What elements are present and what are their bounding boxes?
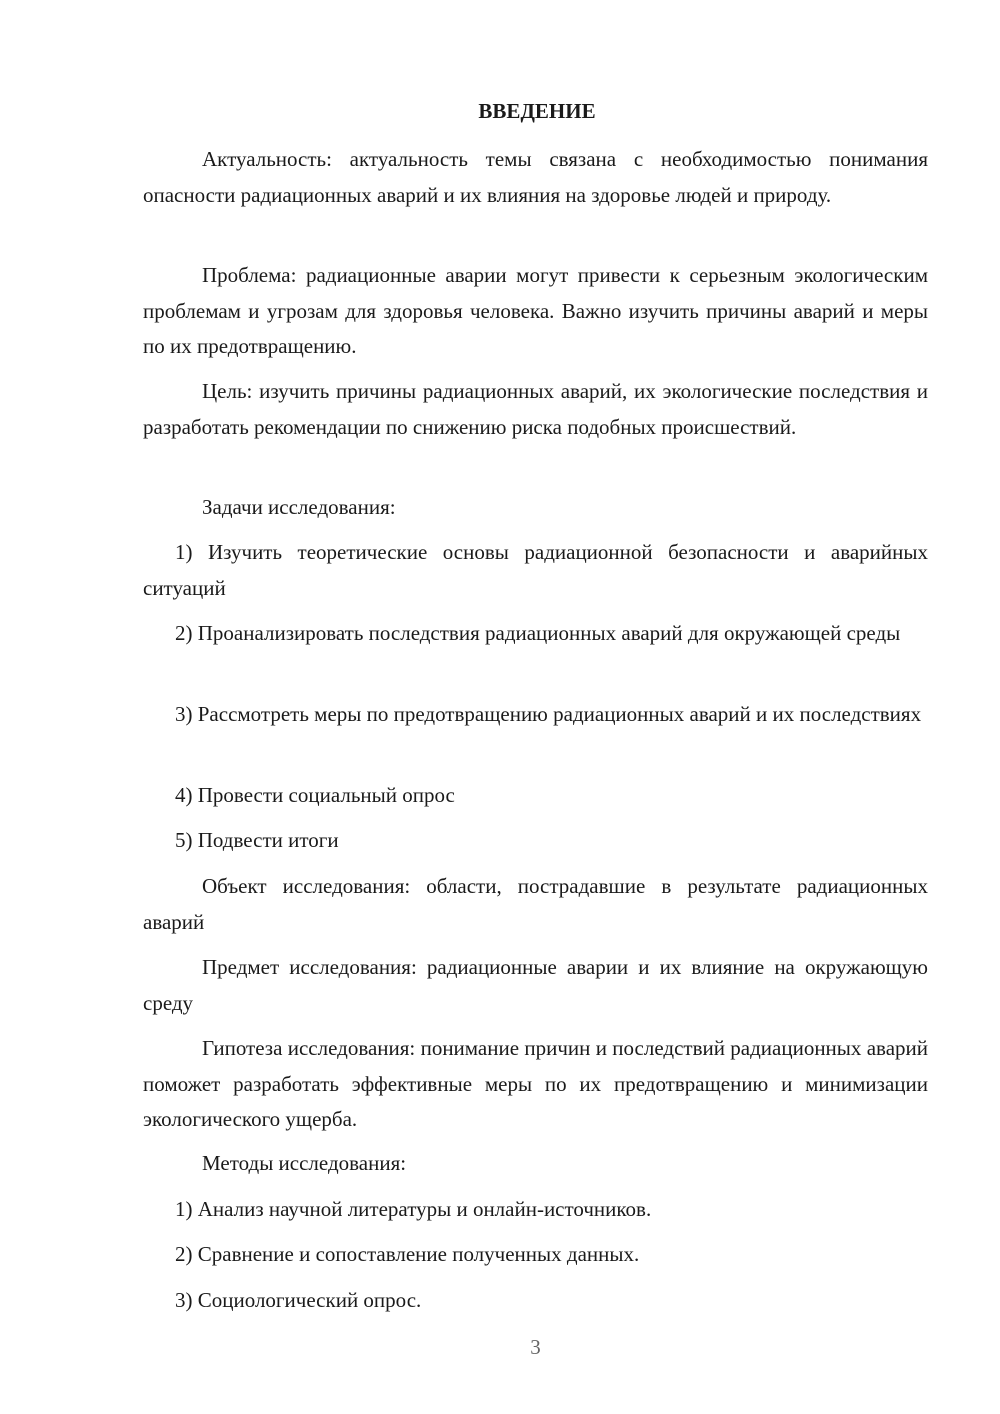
task-item: 5) Подвести итоги: [175, 828, 339, 852]
task-item: 1) Изучить теоретические основы радиационной безопасности и аварийных ситуаций: [143, 540, 928, 600]
task-item: 3) Рассмотреть меры по предотвращению радиационных аварий и их последствиях: [175, 702, 922, 726]
page-number: 3: [530, 1335, 541, 1359]
paragraph-goal: Цель: изучить причины радиационных аварий, их экологические последствия и разработать рекомендации по снижению риска подобных происшествий.: [143, 379, 928, 439]
page-title: ВВЕДЕНИЕ: [478, 99, 596, 123]
task-item: 4) Провести социальный опрос: [175, 783, 455, 807]
task-item: 2) Проанализировать последствия радиационных аварий для окружающей среды: [175, 621, 901, 645]
tasks-heading: Задачи исследования:: [202, 495, 396, 519]
paragraph-subject: Предмет исследования: радиационные аварии и их влияние на окружающую среду: [143, 955, 928, 1015]
method-item: 2) Сравнение и сопоставление полученных данных.: [175, 1242, 640, 1266]
document-page: [143, 0, 928, 1414]
paragraph-object: Объект исследования: области, пострадавшие в результате радиационных аварий: [143, 874, 928, 934]
method-item: 1) Анализ научной литературы и онлайн-источников.: [175, 1197, 652, 1221]
paragraph-problem: Проблема: радиационные аварии могут привести к серьезным экологическим проблемам и угрозам для здоровья человека. Важно изучить причины аварий и меры по их предотвращению.: [143, 263, 928, 358]
paragraph-hypothesis: Гипотеза исследования: понимание причин и последствий радиационных аварий поможет разработать эффективные меры по их предотвращению и минимизации экологического ущерба.: [143, 1036, 928, 1131]
method-item: 3) Социологический опрос.: [175, 1288, 422, 1312]
methods-heading: Методы исследования:: [202, 1151, 407, 1175]
paragraph-relevance: Актуальность: актуальность темы связана с необходимостью понимания опасности радиационных аварий и их влияния на здоровье людей и природу.: [143, 147, 928, 207]
